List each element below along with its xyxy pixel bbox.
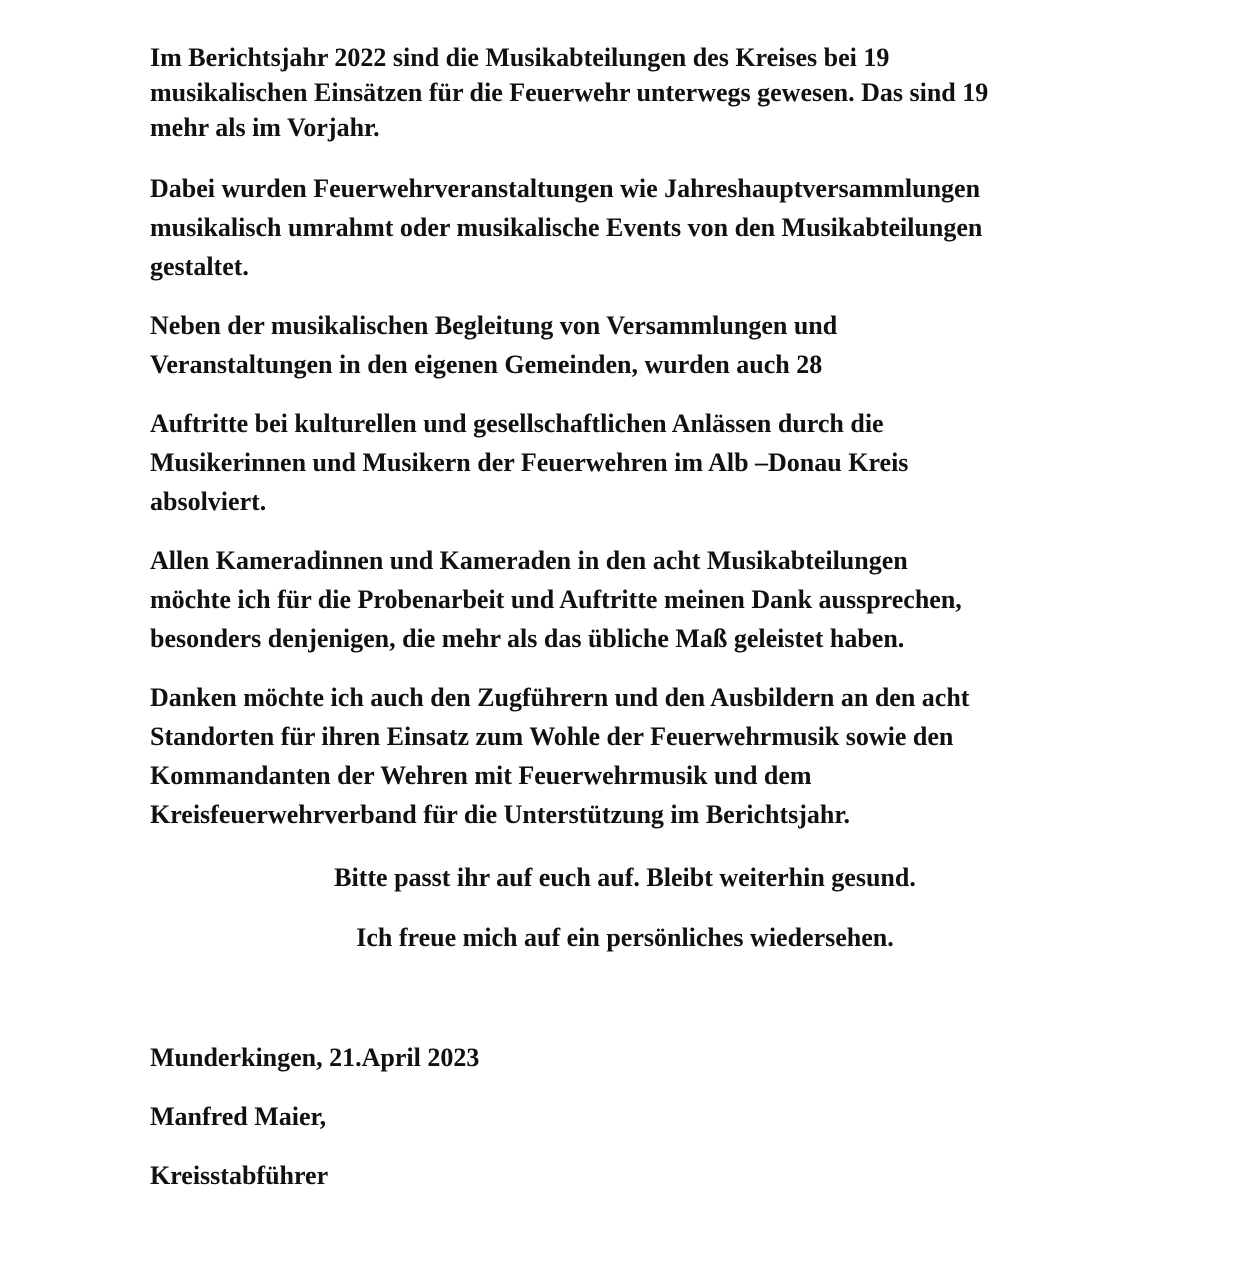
text-line: mehr als im Vorjahr. bbox=[150, 113, 380, 142]
paragraph-performances bbox=[150, 404, 1110, 521]
text-line: gestaltet. bbox=[150, 252, 249, 281]
text-line: Allen Kameradinnen und Kameraden in den acht Musikabteilungen bbox=[150, 546, 908, 575]
closing-line-see-you: Ich freue mich auf ein persönliches wiedersehen. bbox=[356, 923, 894, 952]
text-line: musikalischen Einsätzen für die Feuerwehr unterwegs gewesen. Das sind 19 bbox=[150, 78, 989, 107]
text-line: absolviert. bbox=[150, 487, 267, 516]
text-line: Kommandanten der Wehren mit Feuerwehrmusik und dem bbox=[150, 761, 812, 790]
text-line: Im Berichtsjahr 2022 sind die Musikabteilungen des Kreises bei 19 bbox=[150, 43, 890, 72]
text-line: Veranstaltungen in den eigenen Gemeinden, wurden auch 28 bbox=[150, 350, 823, 379]
text-line: Kreisfeuerwehrverband für die Unterstützung im Berichtsjahr. bbox=[150, 800, 851, 829]
text-line: Dabei wurden Feuerwehrveranstaltungen wie Jahreshauptversammlungen bbox=[150, 174, 981, 203]
paragraph-thanks-leaders bbox=[150, 678, 1110, 834]
signature-place-date: Munderkingen, 21.April 2023 bbox=[150, 1043, 480, 1072]
closing-line-stay-healthy: Bitte passt ihr auf euch auf. Bleibt weiterhin gesund. bbox=[334, 863, 916, 892]
text-line: möchte ich für die Probenarbeit und Auftritte meinen Dank aussprechen, bbox=[150, 585, 962, 614]
text-line: besonders denjenigen, die mehr als das übliche Maß geleistet haben. bbox=[150, 624, 905, 653]
text-line: Neben der musikalischen Begleitung von Versammlungen und bbox=[150, 311, 838, 340]
paragraph-annual-report bbox=[150, 40, 1110, 145]
text-line: Auftritte bei kulturellen und gesellschaftlichen Anlässen durch die bbox=[150, 409, 884, 438]
text-line: Danken möchte ich auch den Zugführern und den Ausbildern an den acht bbox=[150, 683, 970, 712]
paragraph-accompaniment bbox=[150, 306, 1110, 384]
text-line: musikalisch umrahmt oder musikalische Events von den Musikabteilungen bbox=[150, 213, 983, 242]
text-line: Musikerinnen und Musikern der Feuerwehren im Alb –Donau Kreis bbox=[150, 448, 909, 477]
signature-title: Kreisstabführer bbox=[150, 1161, 329, 1190]
signature-name: Manfred Maier, bbox=[150, 1102, 327, 1131]
paragraph-thanks-comrades bbox=[150, 541, 1110, 658]
letter-document bbox=[150, 40, 1110, 1215]
paragraph-events bbox=[150, 169, 1110, 286]
text-line: Standorten für ihren Einsatz zum Wohle der Feuerwehrmusik sowie den bbox=[150, 722, 954, 751]
